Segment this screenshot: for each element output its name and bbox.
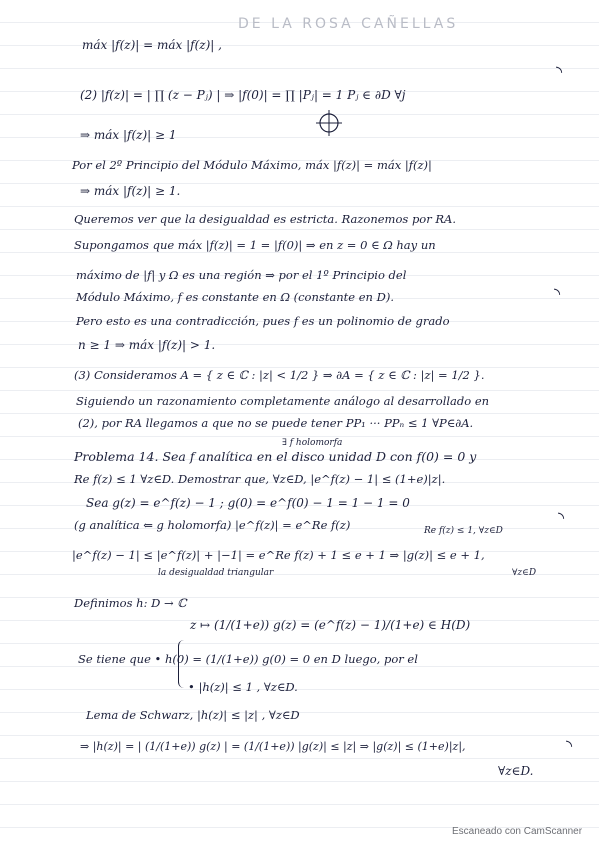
scanner-watermark: Escaneado con CamScanner <box>452 826 583 837</box>
text-line: máx |f(z)| = máx |f(z)| , <box>82 38 222 52</box>
text-line: Lema de Schwarz, |h(z)| ≤ |z| , ∀z∈D <box>86 708 300 722</box>
triangular-annotation: la desigualdad triangular <box>158 568 274 578</box>
forall-annotation: ∀z∈D <box>512 568 537 578</box>
holomorfa-annotation: ∃ f holomorfa <box>282 438 343 448</box>
text-line: Por el 2º Principio del Módulo Máximo, máx |f(z)| = máx |f(z)| <box>72 158 432 172</box>
text-line: (g analítica ⇐ g holomorfa) |e^f(z)| = e^Re f(z) <box>74 518 351 532</box>
text-line: Siguiendo un razonamiento completamente análogo al desarrollado en <box>76 394 490 408</box>
re-bound-annotation: Re f(z) ≤ 1, ∀z∈D <box>424 526 503 536</box>
text-line: Queremos ver que la desigualdad es estricta. Razonemos por RA. <box>74 212 456 226</box>
text-line: z ↦ (1/(1+e)) g(z) = (e^f(z) − 1)/(1+e) ∈ H(D) <box>190 618 471 632</box>
problem-heading: Problema 14. Sea f analítica en el disco unidad D con f(0) = 0 y <box>74 449 477 464</box>
text-line: • |h(z)| ≤ 1 , ∀z∈D. <box>188 680 298 694</box>
text-line: (2) |f(z)| = | ∏ (z − Pⱼ) | ⇒ |f(0)| = ∏ |Pⱼ| = 1 Pⱼ ∈ ∂D ∀j <box>80 88 406 102</box>
text-line: Módulo Máximo, f es constante en Ω (constante en D). <box>76 290 394 304</box>
text-line: ⇒ |h(z)| = | (1/(1+e)) g(z) | = (1/(1+e)) |g(z)| ≤ |z| ⇒ |g(z)| ≤ (1+e)|z|, <box>80 740 466 753</box>
text-line: Sea g(z) = e^f(z) − 1 ; g(0) = e^f(0) − 1 = 1 − 1 = 0 <box>86 496 410 510</box>
text-line: Se tiene que • h(0) = (1/(1+e)) g(0) = 0 en D luego, por el <box>78 652 418 666</box>
margin-mark-icon: ◝ <box>566 736 573 755</box>
text-line: ⇒ máx |f(z)| ≥ 1. <box>80 184 181 198</box>
text-line: Supongamos que máx |f(z)| = 1 = |f(0)| ⇒ en z = 0 ∈ Ω hay un <box>74 238 436 252</box>
text-line: Definimos h: D → ℂ <box>74 596 187 610</box>
text-line: |e^f(z) − 1| ≤ |e^f(z)| + |−1| = e^Re f(z) + 1 ≤ e + 1 ⇒ |g(z)| ≤ e + 1, <box>72 548 485 562</box>
text-line: n ≥ 1 ⇒ máx |f(z)| > 1. <box>78 338 216 352</box>
text-line: máximo de |f| y Ω es una región ⇒ por el 1º Principio del <box>76 268 407 282</box>
text-line: (2), por RA llegamos a que no se puede tener PP₁ ··· PPₙ ≤ 1 ∀P∈∂A. <box>78 416 474 430</box>
margin-mark-icon: ◝ <box>558 508 565 527</box>
text-line: ∀z∈D. <box>498 764 534 778</box>
faint-title: DE LA ROSA CAÑELLAS <box>238 16 459 32</box>
text-line: ⇒ máx |f(z)| ≥ 1 <box>80 128 177 142</box>
margin-mark-icon: ◝ <box>554 284 561 303</box>
margin-mark-icon: ◝ <box>556 62 563 81</box>
text-line: Re f(z) ≤ 1 ∀z∈D. Demostrar que, ∀z∈D, |e^f(z) − 1| ≤ (1+e)|z|. <box>74 472 446 486</box>
text-line: Pero esto es una contradicción, pues f es un polinomio de grado <box>76 314 450 328</box>
text-line: (3) Consideramos A = { z ∈ ℂ : |z| < 1/2 } ⇒ ∂A = { z ∈ ℂ : |z| = 1/2 }. <box>74 368 485 382</box>
